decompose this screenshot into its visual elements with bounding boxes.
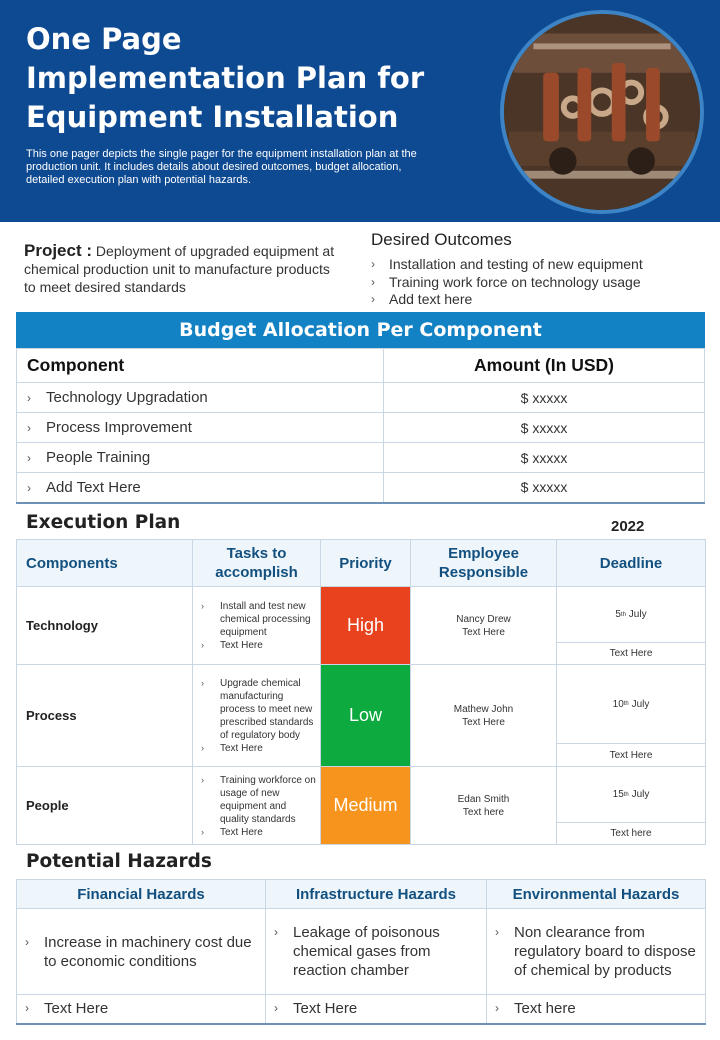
chevron-right-icon: ›: [201, 743, 204, 753]
table-row: [17, 767, 706, 845]
list-item: [201, 600, 316, 639]
chevron-right-icon: ›: [274, 1001, 278, 1016]
chevron-right-icon: ›: [274, 925, 278, 939]
budget-amount: $ xxxxx: [384, 413, 705, 443]
project-description: [24, 242, 344, 296]
task-list: [193, 769, 320, 843]
column-header-tasks: Tasks to accomplish: [193, 540, 321, 587]
outcome-text: Installation and testing of new equipment: [389, 256, 643, 272]
execution-year: 2022: [611, 518, 645, 535]
deadline-day: 10: [612, 698, 624, 710]
deadline-cell: [557, 665, 706, 767]
task-list: [193, 595, 320, 656]
outcome-text: Training work force on technology usage: [389, 273, 641, 290]
employee-cell: [411, 587, 557, 665]
task-text: Text Here: [220, 640, 263, 651]
budget-title: Budget Allocation Per Component: [16, 312, 705, 348]
chevron-right-icon: ›: [27, 421, 31, 435]
column-header-employee: Employee Responsible: [411, 540, 557, 587]
hazard-text: Text here: [514, 1000, 576, 1018]
deadline-cell: [557, 767, 706, 845]
column-header-amount: Amount (In USD): [384, 349, 705, 383]
column-header-environmental: Environmental Hazards: [487, 880, 706, 909]
execution-component: People: [17, 767, 193, 845]
header-banner: [0, 0, 720, 222]
execution-plan-title: Execution Plan: [26, 512, 181, 533]
priority-badge: Low: [321, 665, 411, 767]
chevron-right-icon: ›: [495, 1001, 499, 1016]
table-row: [17, 473, 705, 503]
list-item: [201, 639, 316, 652]
chevron-right-icon: ›: [25, 934, 29, 949]
deadline-month: July: [628, 609, 647, 620]
chevron-right-icon: ›: [27, 391, 31, 405]
table-header-row: [17, 349, 705, 383]
table-row: [17, 909, 706, 995]
deadline-month: July: [631, 789, 650, 800]
deadline-note: Text Here: [609, 648, 653, 659]
budget-component: Add Text Here: [46, 478, 141, 496]
chevron-right-icon: ›: [371, 274, 375, 289]
column-header-priority: Priority: [321, 540, 411, 587]
deadline-day: 5: [615, 609, 621, 620]
execution-component: Technology: [17, 587, 193, 665]
column-header-components: Components: [17, 540, 193, 587]
project-text: Deployment of upgraded equipment at chemical production unit to manufacture products to meet desired standards: [24, 243, 335, 295]
deadline-suffix: th: [623, 701, 629, 707]
task-text: Install and test new chemical processing equipment: [220, 601, 311, 638]
chevron-right-icon: ›: [201, 640, 204, 650]
desired-outcomes-title: Desired Outcomes: [371, 230, 512, 249]
employee-note: Text Here: [462, 716, 505, 728]
employee-note: Text here: [462, 806, 505, 818]
list-item: [371, 274, 643, 292]
chevron-right-icon: ›: [201, 601, 204, 611]
deadline-date: [557, 587, 705, 643]
outcome-text: Add text here: [389, 291, 473, 307]
deadline-cell: [557, 587, 706, 665]
chevron-right-icon: ›: [25, 1001, 29, 1016]
budget-amount: $ xxxxx: [384, 473, 705, 503]
budget-amount: $ xxxxx: [384, 383, 705, 413]
task-text: Training workforce on usage of new equipment and quality standards: [220, 774, 316, 825]
budget-component: Process Improvement: [46, 419, 192, 436]
deadline-day: 15: [612, 789, 624, 800]
table-header-row: [17, 540, 706, 587]
budget-table: [16, 348, 705, 504]
hazard-text: Non clearance from regulatory board to dispose of chemical by products: [514, 924, 696, 979]
deadline-date: [557, 767, 705, 823]
budget-section: [16, 312, 705, 504]
table-row: [17, 443, 705, 473]
hazard-text: Leakage of poisonous chemical gases from reaction chamber: [293, 924, 440, 979]
list-item: [201, 774, 316, 826]
table-header-row: [17, 880, 706, 909]
task-text: Upgrade chemical manufacturing process to meet new prescribed standards of regulatory body: [220, 678, 314, 741]
employee-name: Mathew John: [453, 703, 514, 715]
deadline-date: [557, 665, 705, 744]
page-title: One Page Implementation Plan for Equipment Installation: [26, 22, 425, 134]
deadline-note: Text Here: [609, 749, 653, 761]
chevron-right-icon: ›: [201, 678, 204, 688]
hazard-text: Text Here: [293, 1000, 358, 1018]
list-item: [201, 677, 316, 742]
column-header-infrastructure: Infrastructure Hazards: [266, 880, 487, 909]
table-row: [17, 995, 706, 1024]
chevron-right-icon: ›: [27, 480, 31, 495]
chevron-right-icon: ›: [27, 451, 31, 465]
task-text: Text Here: [220, 743, 263, 754]
employee-cell: [411, 665, 557, 767]
employee-name: Nancy Drew: [456, 613, 511, 625]
engine-illustration: [504, 14, 700, 210]
chevron-right-icon: ›: [371, 257, 375, 271]
deadline-suffix: th: [623, 791, 629, 798]
hazards-table: [16, 879, 706, 1025]
employee-name: Edan Smith: [457, 793, 510, 805]
budget-component: People Training: [46, 449, 151, 466]
column-header-financial: Financial Hazards: [17, 880, 266, 909]
list-item: [371, 291, 643, 309]
table-row: [17, 587, 706, 665]
deadline-month: July: [631, 698, 650, 710]
engine-photo: [500, 10, 704, 214]
table-row: [17, 413, 705, 443]
deadline-suffix: th: [620, 611, 626, 618]
hazard-text: Text Here: [44, 1000, 109, 1018]
deadline-note: Text here: [610, 828, 652, 839]
chevron-right-icon: ›: [201, 826, 204, 837]
list-item: [201, 742, 316, 755]
execution-component: Process: [17, 665, 193, 767]
project-label: Project :: [24, 241, 93, 260]
table-row: [17, 383, 705, 413]
task-text: Text Here: [220, 826, 263, 838]
employee-note: Text Here: [462, 626, 505, 638]
hazard-text: Increase in machinery cost due to economic conditions: [44, 933, 252, 970]
table-row: [17, 665, 706, 767]
desired-outcomes-list: [371, 256, 643, 309]
chevron-right-icon: ›: [201, 774, 204, 785]
potential-hazards-title: Potential Hazards: [26, 851, 212, 872]
budget-component: Technology Upgradation: [46, 389, 208, 406]
employee-cell: [411, 767, 557, 845]
column-header-deadline: Deadline: [557, 540, 706, 587]
chevron-right-icon: ›: [371, 292, 375, 306]
list-item: [371, 256, 643, 274]
priority-badge: Medium: [321, 767, 411, 845]
execution-table: [16, 539, 706, 845]
budget-amount: $ xxxxx: [384, 443, 705, 473]
list-item: [201, 826, 316, 839]
chevron-right-icon: ›: [495, 925, 499, 939]
column-header-component: Component: [17, 349, 384, 383]
task-list: [193, 672, 320, 759]
priority-badge: High: [321, 587, 411, 665]
page-description: This one pager depicts the single pager for the equipment installation plan at the production unit. It includes details about desired outcomes, budget allocation, detailed execution plan with potential hazards.: [26, 148, 417, 186]
